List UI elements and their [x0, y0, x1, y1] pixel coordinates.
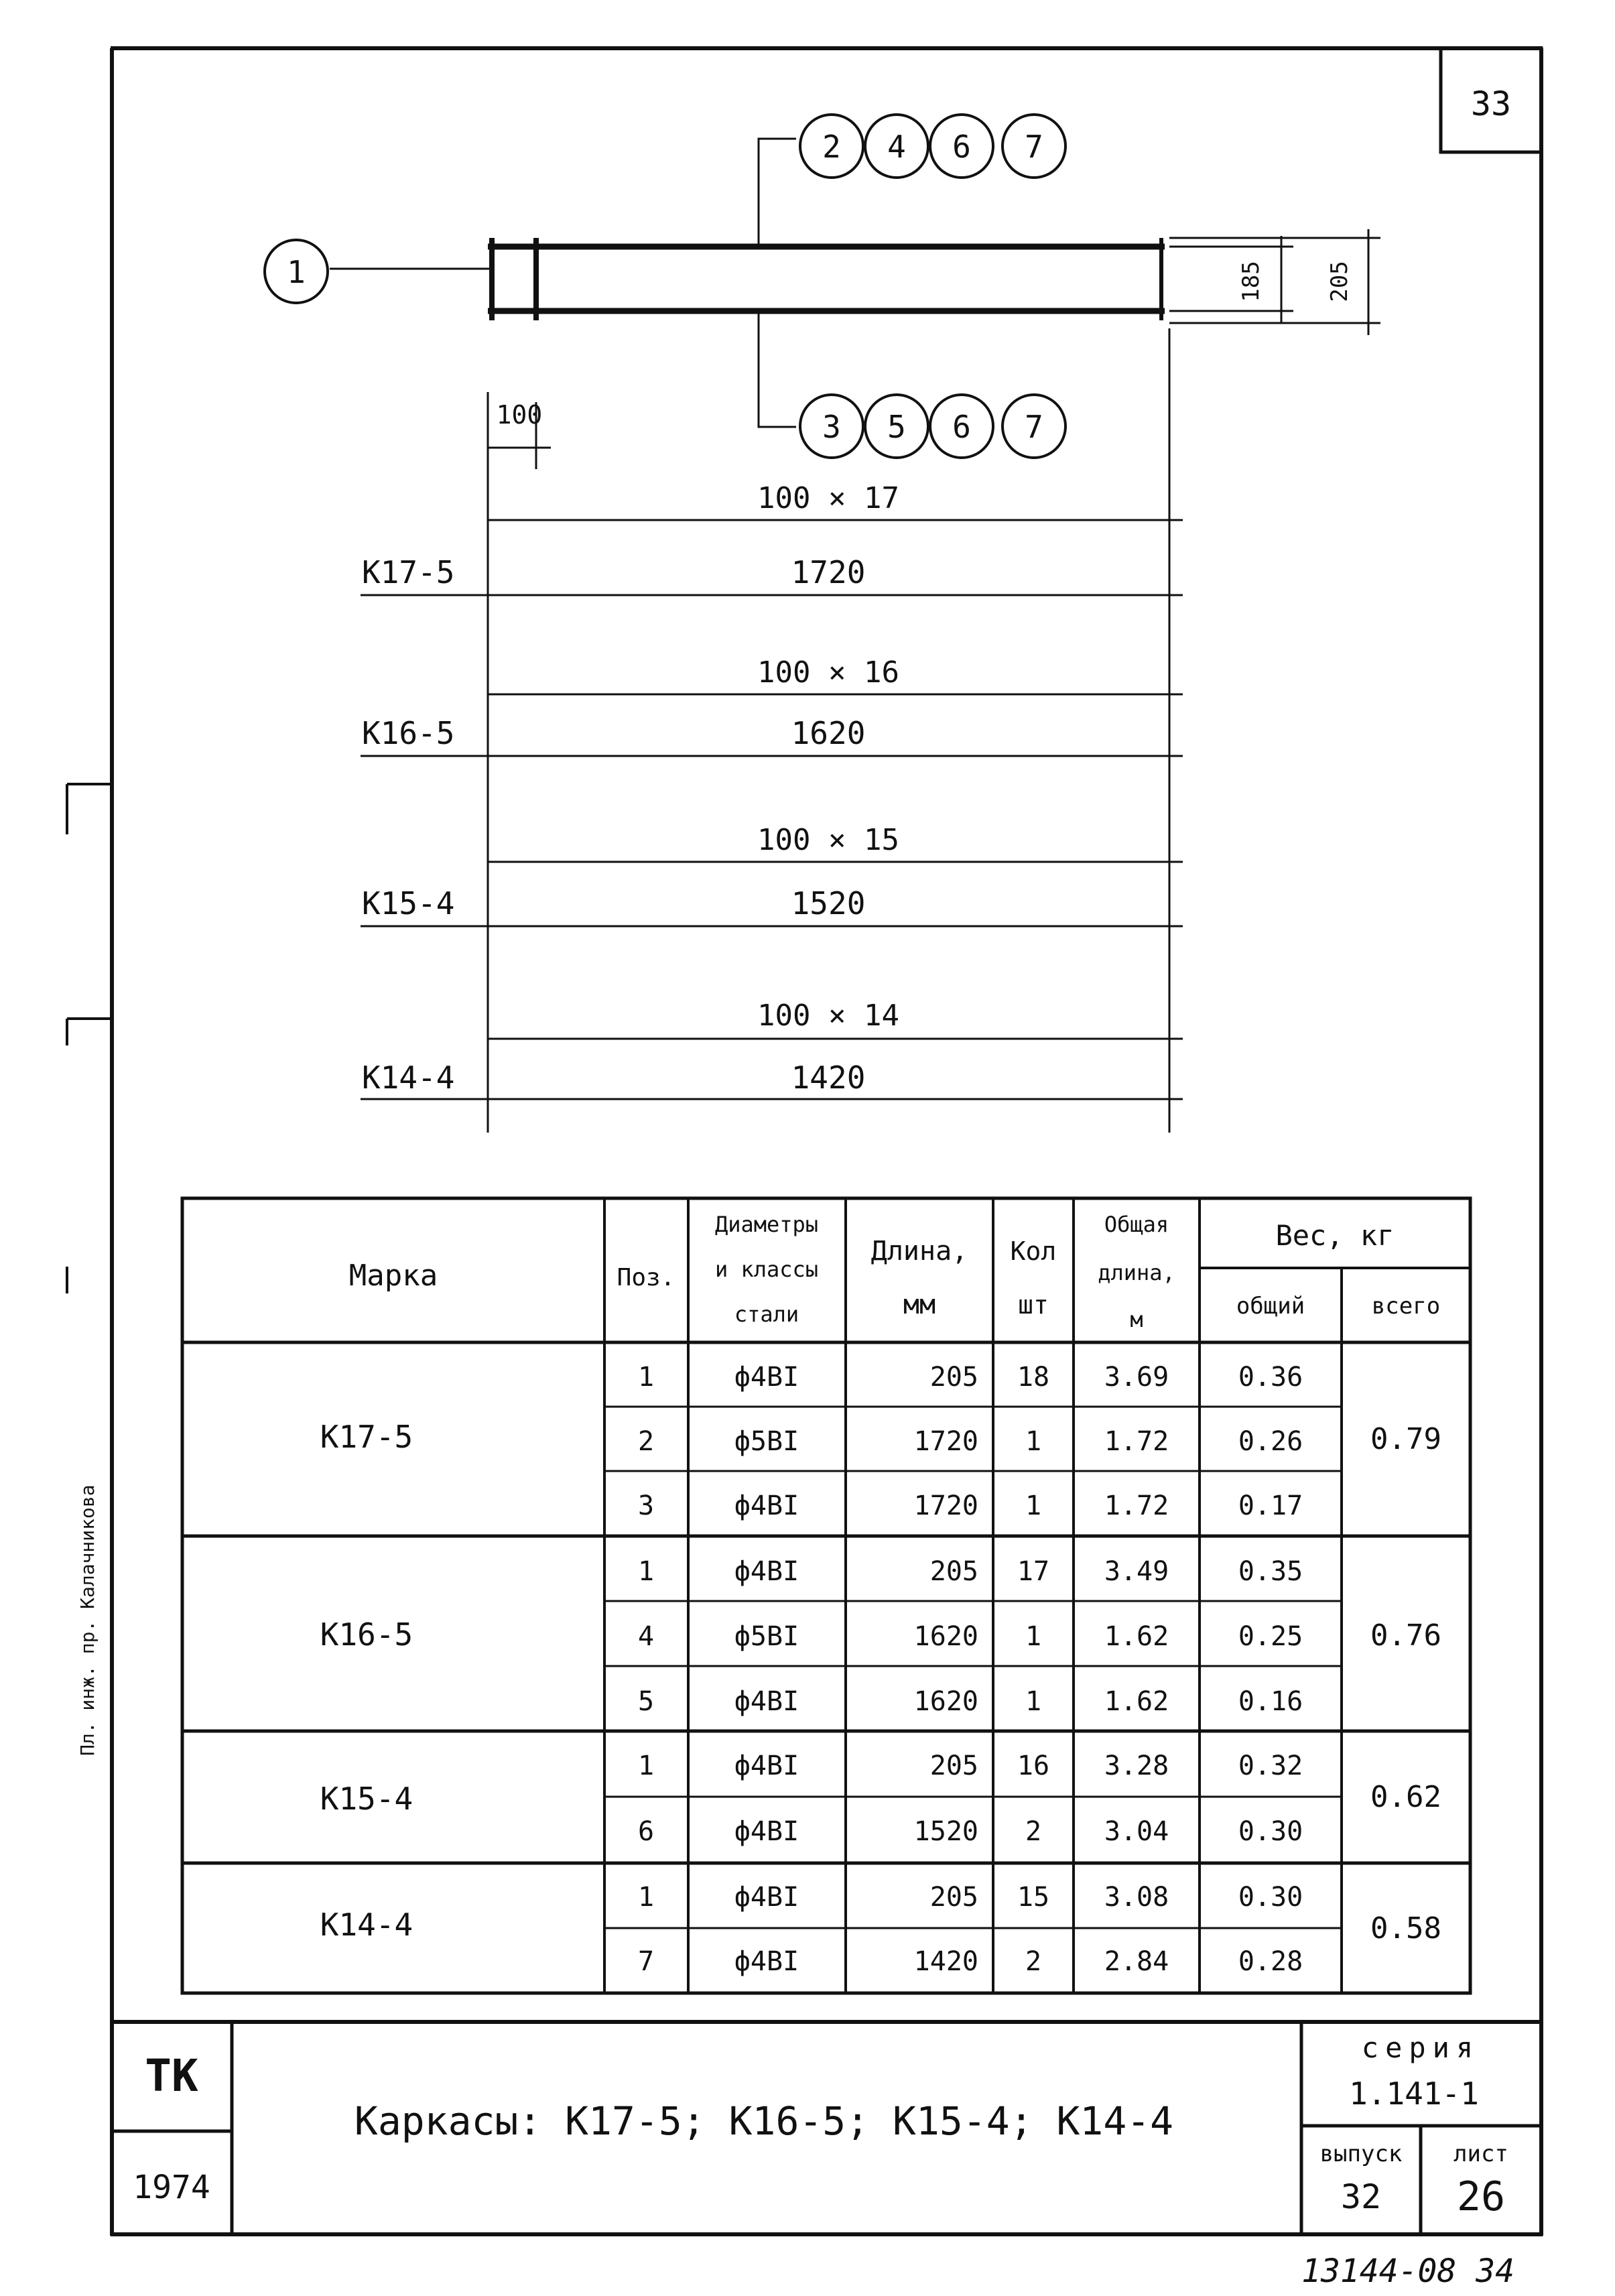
cell-diam: ф5ВI — [734, 1621, 799, 1652]
cell-diam: ф4ВI — [734, 1750, 799, 1781]
cell-pos: 1 — [637, 1882, 655, 1913]
frame-dim-k16-5 — [361, 655, 1183, 756]
cell-pos: 5 — [637, 1686, 655, 1717]
group-mark: К17-5 — [320, 1419, 413, 1455]
sheet-number-box — [1441, 48, 1541, 152]
cell-weight: 0.32 — [1238, 1750, 1303, 1781]
table-row — [638, 1882, 1303, 1913]
table-row — [638, 1621, 1303, 1652]
cell-weight: 0.36 — [1238, 1362, 1303, 1393]
cell-pos: 6 — [637, 1816, 655, 1847]
cell-pos: 2 — [637, 1426, 655, 1457]
cell-tlen: 1.72 — [1104, 1426, 1169, 1457]
table-row — [638, 1686, 1303, 1717]
frame-plan — [330, 139, 1380, 1133]
length-label: 1720 — [791, 554, 866, 590]
cell-tlen: 3.28 — [1104, 1750, 1169, 1781]
pitch-label: 100 × 16 — [757, 655, 899, 690]
series-label: серия — [1361, 2031, 1480, 2064]
cell-tlen: 3.49 — [1104, 1556, 1169, 1587]
cell-length: 1720 — [913, 1426, 978, 1457]
cell-diam: ф4ВI — [734, 1362, 799, 1393]
cell-diam: ф4ВI — [734, 1556, 799, 1587]
table-row — [638, 1816, 1303, 1847]
cell-tlen: 1.62 — [1104, 1621, 1169, 1652]
year: 1974 — [133, 2169, 210, 2206]
callout-top-4: 7 — [1025, 129, 1043, 165]
cell-qty: 2 — [1025, 1946, 1042, 1977]
dim-100: 100 — [496, 400, 543, 430]
cell-qty: 1 — [1025, 1621, 1042, 1652]
callout-left — [265, 240, 328, 303]
frame-dim-k15-4 — [361, 823, 1183, 926]
org-code: ТК — [145, 2050, 198, 2102]
dim-185: 185 — [1238, 261, 1265, 302]
cell-tlen: 3.69 — [1104, 1362, 1169, 1393]
cell-diam: ф4ВI — [734, 1946, 799, 1977]
cell-tlen: 2.84 — [1104, 1946, 1169, 1977]
callout-bottom-1: 3 — [822, 409, 841, 445]
specification-table — [182, 1198, 1470, 1993]
length-label: 1620 — [791, 715, 866, 751]
pitch-label: 100 × 17 — [757, 481, 899, 515]
cell-length: 1520 — [913, 1816, 978, 1847]
table-row — [638, 1750, 1303, 1781]
table-row — [638, 1556, 1303, 1587]
cell-qty: 17 — [1017, 1556, 1050, 1587]
sheet-number: 33 — [1470, 84, 1512, 123]
table-row — [638, 1426, 1303, 1457]
callout-top-2: 4 — [887, 129, 906, 165]
frame-dim-k17-5 — [361, 481, 1183, 595]
cell-weight: 0.30 — [1238, 1816, 1303, 1847]
cell-pos: 1 — [637, 1556, 655, 1587]
cell-tlen: 3.04 — [1104, 1816, 1169, 1847]
header-diam-1: Диаметры — [714, 1212, 819, 1237]
group-total: 0.58 — [1370, 1911, 1441, 1946]
callout-top-group — [800, 115, 1065, 178]
cell-length: 205 — [929, 1882, 978, 1913]
cell-qty: 18 — [1017, 1362, 1050, 1393]
sheet-label: лист — [1454, 2141, 1508, 2167]
mark-label: К15-4 — [362, 885, 455, 921]
series-number: 1.141-1 — [1349, 2076, 1479, 2112]
mark-label: К16-5 — [362, 715, 455, 751]
cell-diam: ф4ВI — [734, 1490, 799, 1521]
header-qty-1: Кол — [1010, 1236, 1057, 1266]
sheet-frame — [67, 48, 1543, 2236]
dim-205: 205 — [1326, 261, 1353, 302]
group-total: 0.62 — [1370, 1780, 1441, 1814]
cell-weight: 0.28 — [1238, 1946, 1303, 1977]
cell-pos: 1 — [637, 1362, 655, 1393]
cell-pos: 1 — [637, 1750, 655, 1781]
side-note: Пл. инж. пр. Калачникова — [76, 1484, 99, 1756]
table-row — [638, 1490, 1303, 1521]
issue-label: выпуск — [1319, 2141, 1403, 2167]
cell-weight: 0.17 — [1238, 1490, 1303, 1521]
cell-qty: 1 — [1025, 1426, 1042, 1457]
cell-length: 205 — [929, 1556, 978, 1587]
callout-bottom-2: 5 — [887, 409, 906, 445]
cell-qty: 16 — [1017, 1750, 1050, 1781]
callout-bottom-4: 7 — [1025, 409, 1043, 445]
group-total: 0.76 — [1370, 1618, 1441, 1653]
inventory-note: 13144-08 34 — [1301, 2252, 1514, 2290]
length-label: 1420 — [791, 1060, 866, 1096]
header-diam-3: стали — [734, 1301, 799, 1327]
callout-left-label: 1 — [287, 254, 306, 290]
cell-qty: 1 — [1025, 1686, 1042, 1717]
callout-top-1: 2 — [822, 129, 841, 165]
cell-diam: ф4ВI — [734, 1882, 799, 1913]
cell-weight: 0.30 — [1238, 1882, 1303, 1913]
header-tlen-3: м — [1130, 1307, 1143, 1332]
title-block — [112, 2022, 1541, 2234]
cell-length: 205 — [929, 1750, 978, 1781]
sheet-page-number: 26 — [1456, 2173, 1506, 2220]
cell-tlen: 1.72 — [1104, 1490, 1169, 1521]
cell-weight: 0.16 — [1238, 1686, 1303, 1717]
cell-pos: 4 — [637, 1621, 655, 1652]
cell-pos: 3 — [637, 1490, 655, 1521]
cell-weight: 0.26 — [1238, 1426, 1303, 1457]
header-length-1: Длина, — [870, 1236, 968, 1267]
cell-length: 1420 — [913, 1946, 978, 1977]
length-label: 1520 — [791, 885, 866, 921]
header-length-2: мм — [903, 1289, 936, 1320]
callout-bottom-group — [800, 395, 1065, 458]
issue-number: 32 — [1340, 2177, 1382, 2216]
cell-diam: ф5ВI — [734, 1426, 799, 1457]
table-row — [638, 1946, 1303, 1977]
callout-bottom-3: 6 — [952, 409, 971, 445]
header-weight-total: общий — [1236, 1293, 1305, 1320]
pitch-label: 100 × 14 — [757, 999, 899, 1033]
cell-length: 1620 — [913, 1621, 978, 1652]
cell-diam: ф4ВI — [734, 1816, 799, 1847]
header-tlen-1: Общая — [1104, 1212, 1169, 1237]
cell-pos: 7 — [637, 1946, 655, 1977]
table-row — [638, 1362, 1303, 1393]
pitch-label: 100 × 15 — [757, 823, 899, 857]
drawing-title: Каркасы: К17-5; К16-5; К15-4; К14-4 — [354, 2098, 1174, 2144]
cell-qty: 15 — [1017, 1882, 1050, 1913]
mark-label: К14-4 — [362, 1060, 455, 1096]
cell-length: 205 — [929, 1362, 978, 1393]
header-mark: Марка — [348, 1259, 438, 1293]
cell-diam: ф4ВI — [734, 1686, 799, 1717]
cell-weight: 0.25 — [1238, 1621, 1303, 1652]
frame-dim-k14-4 — [361, 999, 1183, 1099]
group-mark: К14-4 — [320, 1907, 413, 1943]
header-diam-2: и классы — [714, 1257, 819, 1282]
cell-length: 1720 — [913, 1490, 978, 1521]
header-qty-2: шт — [1018, 1290, 1049, 1320]
cell-qty: 1 — [1025, 1490, 1042, 1521]
group-mark: К15-4 — [320, 1781, 413, 1817]
group-total: 0.79 — [1370, 1422, 1441, 1456]
header-tlen-2: длина, — [1098, 1260, 1175, 1285]
cell-length: 1620 — [913, 1686, 978, 1717]
header-pos: Поз. — [617, 1264, 675, 1291]
cell-tlen: 1.62 — [1104, 1686, 1169, 1717]
header-weight: Вес, кг — [1275, 1219, 1395, 1252]
mark-label: К17-5 — [362, 554, 455, 590]
callout-top-3: 6 — [952, 129, 971, 165]
group-mark: К16-5 — [320, 1616, 413, 1653]
cell-tlen: 3.08 — [1104, 1882, 1169, 1913]
header-weight-all: всего — [1371, 1293, 1441, 1320]
cell-qty: 2 — [1025, 1816, 1042, 1847]
cell-weight: 0.35 — [1238, 1556, 1303, 1587]
frame-dimension-chains — [361, 481, 1183, 1099]
